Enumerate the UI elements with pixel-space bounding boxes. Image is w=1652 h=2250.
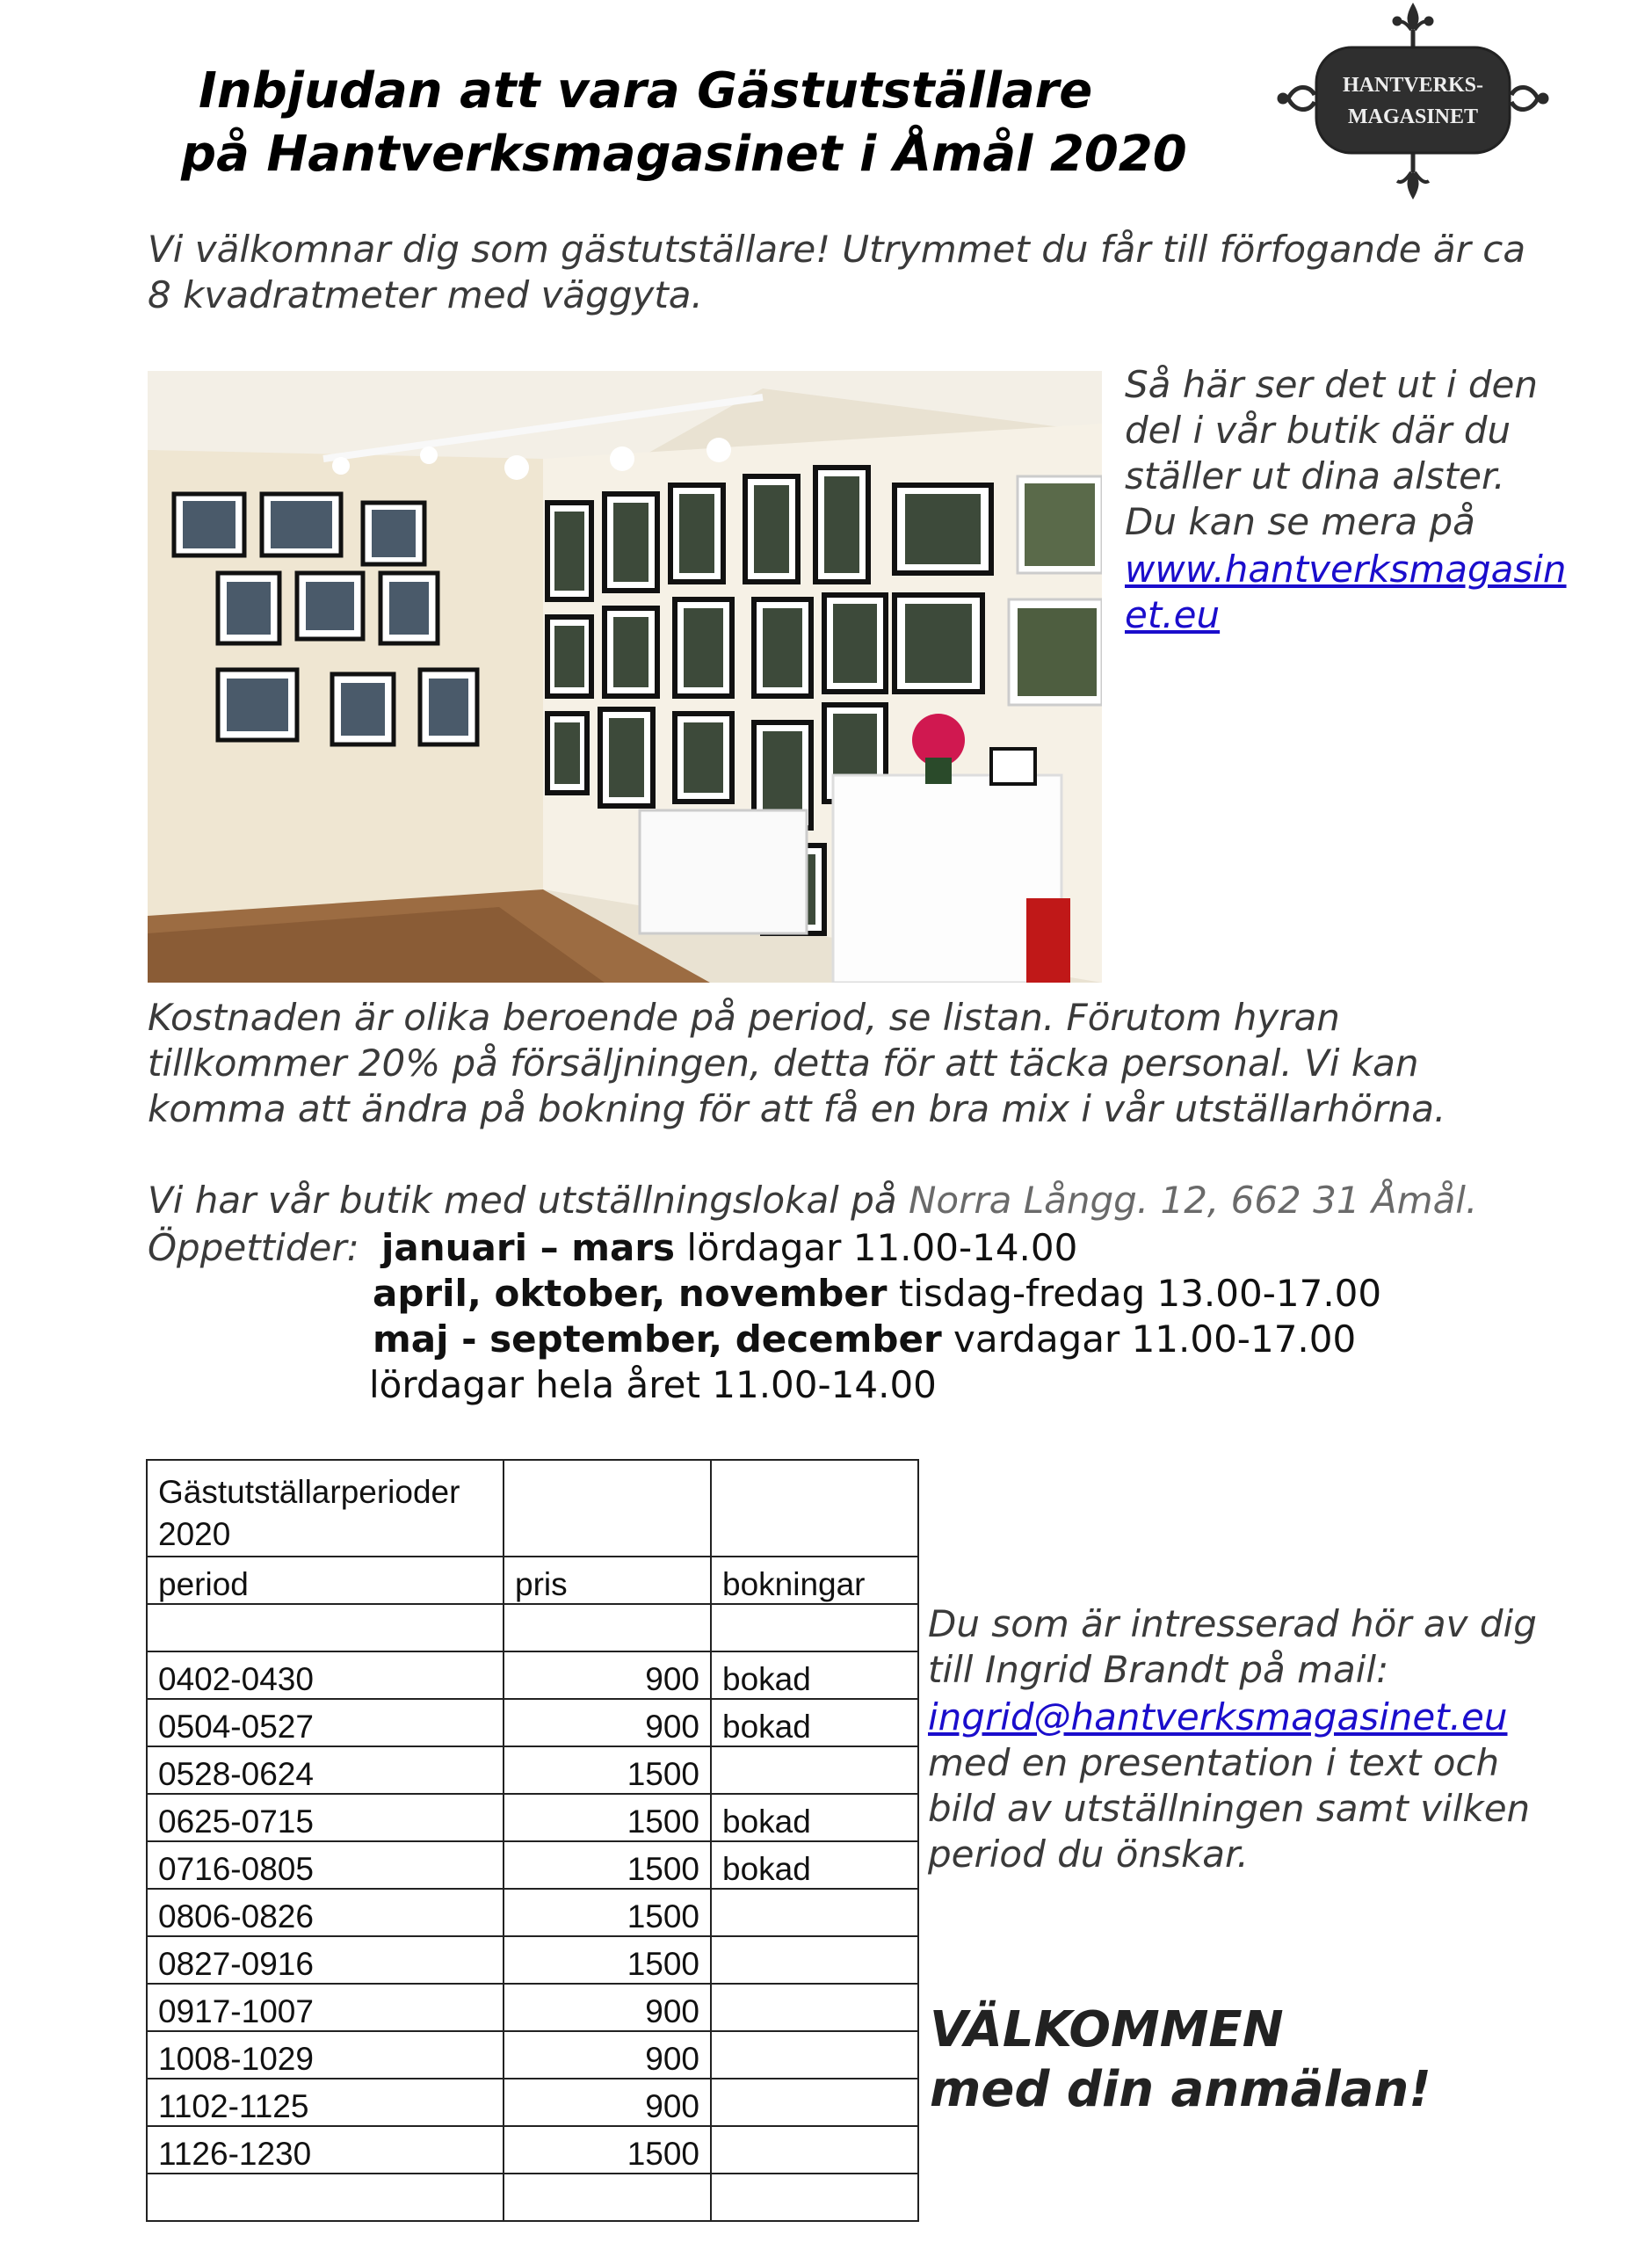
period-cell xyxy=(147,1604,504,1651)
table-row xyxy=(147,1889,918,1936)
booking-cell xyxy=(711,1936,918,1984)
table-row xyxy=(147,1746,918,1794)
hours-period-1: januari – mars xyxy=(381,1226,676,1269)
cost-line-3: komma att ändra på bokning för att få en bra mix i vår utställarhörna. xyxy=(148,1087,1446,1130)
shop-address: Norra Långg. 12, 662 31 Åmål. xyxy=(908,1179,1478,1222)
page-title-line-1: Inbjudan att vara Gästutställare xyxy=(199,62,1093,120)
booking-cell xyxy=(711,2031,918,2079)
table-row xyxy=(147,1604,918,1651)
booking-cell xyxy=(711,2174,918,2221)
page-title-line-2: på Hantverksmagasinet i Åmål 2020 xyxy=(181,126,1187,183)
hours-row-3 xyxy=(373,1317,1356,1362)
booking-cell: bokad xyxy=(711,1699,918,1746)
price-cell: 900 xyxy=(504,1984,711,2031)
hours-period-2: april, oktober, november xyxy=(373,1272,888,1315)
hours-time-2: tisdag-fredag 13.00-17.00 xyxy=(887,1272,1382,1315)
shop-line xyxy=(148,1178,1477,1223)
price-cell xyxy=(504,2174,711,2221)
welcome-line-1: VÄLKOMMEN xyxy=(930,2001,1284,2058)
side-text-line-1: Så här ser det ut i den xyxy=(1125,363,1538,406)
booking-cell: bokad xyxy=(711,1841,918,1889)
column-header-bookings: bokningar xyxy=(711,1557,918,1604)
intro-line-2: 8 kvadratmeter med väggyta. xyxy=(148,273,703,316)
cost-line-2: tillkommer 20% på försäljningen, detta för att täcka personal. Vi kan xyxy=(148,1042,1419,1085)
side-text-line-3: ställer ut dina alster. xyxy=(1125,454,1505,497)
price-cell: 1500 xyxy=(504,1936,711,1984)
periods-table xyxy=(146,1459,919,2222)
logo-text-line-2: MAGASINET xyxy=(1347,105,1479,128)
hours-time-3: vardagar 11.00-17.00 xyxy=(941,1317,1357,1361)
booking-cell: bokad xyxy=(711,1794,918,1841)
price-cell: 900 xyxy=(504,2031,711,2079)
price-cell: 900 xyxy=(504,2079,711,2126)
period-cell: 1126-1230 xyxy=(147,2126,504,2174)
price-cell xyxy=(504,1604,711,1651)
table-row xyxy=(147,1794,918,1841)
period-cell: 0625-0715 xyxy=(147,1794,504,1841)
table-row xyxy=(147,1651,918,1699)
table-row xyxy=(147,1699,918,1746)
price-cell: 900 xyxy=(504,1699,711,1746)
table-row xyxy=(147,2079,918,2126)
table-row xyxy=(147,1841,918,1889)
booking-cell xyxy=(711,1746,918,1794)
table-row xyxy=(147,2126,918,2174)
table-title-line-2: 2020 xyxy=(158,1516,231,1552)
shop-prefix: Vi har vår butik med utställningslokal på xyxy=(148,1179,909,1222)
period-cell: 0716-0805 xyxy=(147,1841,504,1889)
side-text-line-2: del i vår butik där du xyxy=(1125,409,1511,452)
price-cell: 1500 xyxy=(504,1841,711,1889)
website-link-line-1[interactable]: www.hantverksmagasin xyxy=(1125,548,1567,591)
gallery-photo xyxy=(148,371,1102,983)
welcome-line-2: med din anmälan! xyxy=(930,2061,1431,2118)
hours-label: Öppettider: xyxy=(148,1226,359,1269)
table-row xyxy=(147,2174,918,2221)
hours-time-1: lördagar 11.00-14.00 xyxy=(675,1226,1078,1269)
period-cell: 0402-0430 xyxy=(147,1651,504,1699)
email-link[interactable]: ingrid@hantverksmagasinet.eu xyxy=(928,1695,1508,1738)
price-cell: 1500 xyxy=(504,1889,711,1936)
table-body xyxy=(147,1604,918,2221)
contact-line-5: period du önskar. xyxy=(928,1833,1249,1876)
booking-cell: bokad xyxy=(711,1651,918,1699)
hours-row-1 xyxy=(381,1225,1077,1271)
price-cell: 1500 xyxy=(504,2126,711,2174)
price-cell: 900 xyxy=(504,1651,711,1699)
price-cell: 1500 xyxy=(504,1746,711,1794)
contact-line-4: bild av utställningen samt vilken xyxy=(928,1787,1531,1830)
period-cell: 0528-0624 xyxy=(147,1746,504,1794)
column-header-price: pris xyxy=(504,1557,711,1604)
contact-line-2: till Ingrid Brandt på mail: xyxy=(928,1648,1389,1691)
logo-text-line-1: HANTVERKS- xyxy=(1342,74,1484,97)
period-cell: 0504-0527 xyxy=(147,1699,504,1746)
booking-cell xyxy=(711,1889,918,1936)
booking-cell xyxy=(711,2126,918,2174)
column-header-period: period xyxy=(147,1557,504,1604)
side-text-line-4: Du kan se mera på xyxy=(1125,500,1475,543)
table-row xyxy=(147,2031,918,2079)
website-link-line-2[interactable]: et.eu xyxy=(1125,593,1221,636)
contact-line-3: med en presentation i text och xyxy=(928,1741,1500,1784)
period-cell: 0806-0826 xyxy=(147,1889,504,1936)
hours-row-2 xyxy=(373,1271,1381,1317)
booking-cell xyxy=(711,2079,918,2126)
contact-line-1: Du som är intresserad hör av dig xyxy=(928,1602,1537,1645)
table-row xyxy=(147,1936,918,1984)
booking-cell xyxy=(711,1604,918,1651)
booking-cell xyxy=(711,1984,918,2031)
hours-period-3: maj - september, december xyxy=(373,1317,942,1361)
cost-line-1: Kostnaden är olika beroende på period, se listan. Förutom hyran xyxy=(148,996,1340,1039)
table-title-line-1: Gästutställarperioder xyxy=(158,1474,460,1510)
period-cell xyxy=(147,2174,504,2221)
period-cell: 0827-0916 xyxy=(147,1936,504,1984)
hantverksmagasinet-logo xyxy=(1265,0,1561,202)
price-cell: 1500 xyxy=(504,1794,711,1841)
period-cell: 1008-1029 xyxy=(147,2031,504,2079)
period-cell: 0917-1007 xyxy=(147,1984,504,2031)
table-row xyxy=(147,1984,918,2031)
hours-extra: lördagar hela året 11.00-14.00 xyxy=(369,1363,937,1406)
intro-line-1: Vi välkomnar dig som gästutställare! Utrymmet du får till förfogande är ca xyxy=(148,228,1526,271)
table-title-cell xyxy=(147,1460,504,1557)
period-cell: 1102-1125 xyxy=(147,2079,504,2126)
